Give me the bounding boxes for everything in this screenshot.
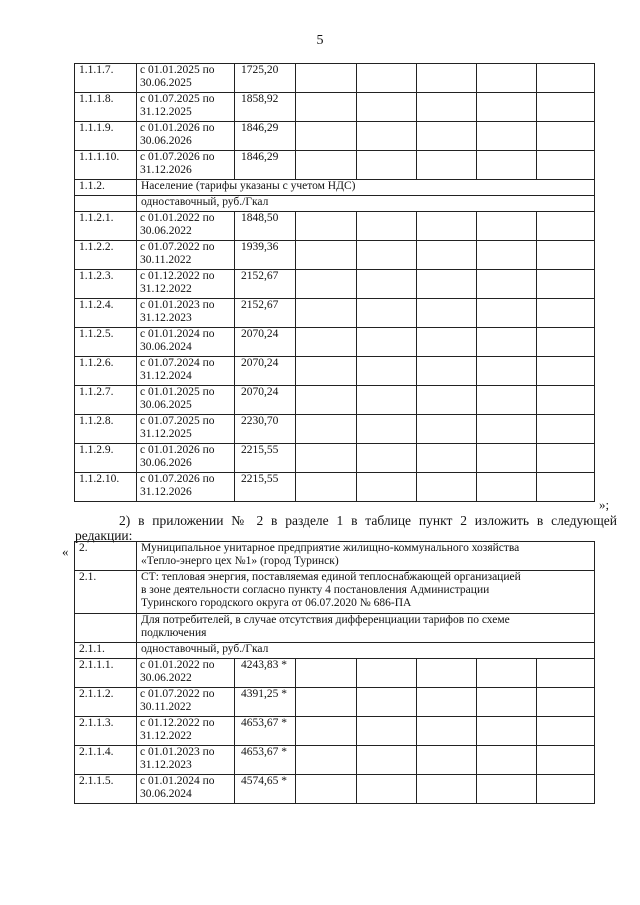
period-end: 31.12.2024 [140,370,192,382]
paragraph-line-1: 2) в приложении № 2 в разделе 1 в таблице пункт 2 изложить в следующей [119,513,617,528]
section-row [75,180,595,196]
empty-cell [357,212,417,241]
empty-cell [477,717,537,746]
row-code: 1.1.1.7. [75,64,137,93]
section-line: одноставочный, руб./Гкал [141,643,269,655]
tariff-value: 2070,24 [235,386,296,415]
tariff-value: 2070,24 [235,357,296,386]
empty-cell [417,659,477,688]
empty-cell [417,775,477,804]
section-title [137,196,595,212]
empty-cell [357,122,417,151]
period-cell [137,386,235,415]
period-start: с 01.01.2024 по [140,328,215,340]
empty-cell [537,328,595,357]
empty-cell [296,775,357,804]
period-cell [137,357,235,386]
period-cell [137,746,235,775]
empty-cell [537,415,595,444]
empty-cell [357,688,417,717]
row-code: 2.1.1.2. [75,688,137,717]
empty-cell [477,775,537,804]
tariff-value: 1848,50 [235,212,296,241]
empty-cell [357,386,417,415]
empty-cell [537,93,595,122]
row-code: 2.1. [75,571,137,614]
empty-cell [296,444,357,473]
row-code: 2. [75,542,137,571]
table-row [75,473,595,502]
period-start: с 01.01.2023 по [140,746,215,758]
period-start: с 01.07.2025 по [140,93,215,105]
table-row [75,328,595,357]
empty-cell [296,717,357,746]
closing-quote: »; [599,497,610,512]
empty-cell [296,659,357,688]
empty-cell [417,64,477,93]
table-row [75,357,595,386]
table-row [75,717,595,746]
row-code: 1.1.2.4. [75,299,137,328]
empty-cell [477,746,537,775]
period-end: 31.12.2025 [140,428,192,440]
tariff-table-2 [74,541,595,804]
empty-cell [477,357,537,386]
section-row [75,542,595,571]
section-title [137,614,595,643]
tariff-value: 2152,67 [235,299,296,328]
empty-cell [477,122,537,151]
section-line: СТ: тепловая энергия, поставляемая единой теплоснабжающей организацией [141,571,521,583]
row-code: 2.1.1. [75,643,137,659]
period-end: 30.06.2022 [140,225,192,237]
empty-cell [537,122,595,151]
period-end: 30.06.2026 [140,457,192,469]
empty-cell [417,444,477,473]
tariff-value: 4243,83 * [235,659,296,688]
period-cell [137,122,235,151]
empty-cell [477,212,537,241]
table-row [75,444,595,473]
empty-cell [357,746,417,775]
period-end: 30.06.2025 [140,399,192,411]
empty-cell [477,444,537,473]
period-end: 30.06.2025 [140,77,192,89]
empty-cell [296,270,357,299]
row-code: 1.1.2.8. [75,415,137,444]
empty-cell [296,357,357,386]
period-cell [137,241,235,270]
tariff-value: 1725,20 [235,64,296,93]
empty-cell [537,717,595,746]
period-end: 31.12.2026 [140,164,192,176]
table-row [75,688,595,717]
table-row [75,241,595,270]
period-end: 31.12.2026 [140,486,192,498]
empty-cell [477,688,537,717]
period-cell [137,299,235,328]
empty-cell [417,241,477,270]
empty-cell [537,746,595,775]
empty-cell [477,93,537,122]
period-start: с 01.01.2025 по [140,386,215,398]
empty-cell [477,415,537,444]
table-row [75,659,595,688]
empty-cell [417,386,477,415]
empty-cell [357,473,417,502]
section-line: Муниципальное унитарное предприятие жилищно-коммунального хозяйства [141,542,520,554]
period-cell [137,328,235,357]
tariff-value: 4653,67 * [235,717,296,746]
period-cell [137,775,235,804]
empty-cell [417,122,477,151]
empty-cell [296,299,357,328]
empty-cell [296,212,357,241]
empty-cell [296,151,357,180]
empty-cell [296,746,357,775]
tariff-value: 2152,67 [235,270,296,299]
period-end: 30.06.2024 [140,788,192,800]
empty-cell [296,386,357,415]
section-line: Население (тарифы указаны с учетом НДС) [141,180,356,192]
empty-cell [537,151,595,180]
tariff-value: 2070,24 [235,328,296,357]
empty-cell [417,746,477,775]
tariff-value: 1939,36 [235,241,296,270]
period-start: с 01.12.2022 по [140,717,215,729]
empty-cell [417,357,477,386]
empty-cell [477,473,537,502]
empty-cell [417,717,477,746]
row-code: 1.1.2.7. [75,386,137,415]
period-cell [137,473,235,502]
period-start: с 01.01.2026 по [140,444,215,456]
row-code: 1.1.2.2. [75,241,137,270]
empty-cell [296,241,357,270]
empty-cell [357,151,417,180]
empty-cell [357,64,417,93]
empty-cell [537,357,595,386]
period-end: 30.06.2022 [140,672,192,684]
section-title [137,542,595,571]
row-code: 1.1.2.3. [75,270,137,299]
empty-cell [357,93,417,122]
empty-cell [357,717,417,746]
tariff-value: 2215,55 [235,473,296,502]
period-start: с 01.07.2025 по [140,415,215,427]
empty-cell [537,299,595,328]
empty-cell [417,299,477,328]
period-start: с 01.07.2022 по [140,241,215,253]
row-code: 1.1.2.1. [75,212,137,241]
section-line: одноставочный, руб./Гкал [141,196,269,208]
period-end: 31.12.2022 [140,283,192,295]
period-start: с 01.12.2022 по [140,270,215,282]
row-code: 1.1.1.8. [75,93,137,122]
period-cell [137,93,235,122]
empty-cell [417,151,477,180]
tariff-value: 2215,55 [235,444,296,473]
empty-cell [357,444,417,473]
empty-cell [537,212,595,241]
period-end: 31.12.2023 [140,759,192,771]
empty-cell [417,270,477,299]
empty-cell [537,64,595,93]
period-cell [137,717,235,746]
empty-cell [417,212,477,241]
row-code: 2.1.1.5. [75,775,137,804]
table-row [75,93,595,122]
section-row [75,196,595,212]
section-line: Для потребителей, в случае отсутствия дифференциации тарифов по схеме [141,614,510,626]
period-start: с 01.01.2022 по [140,659,215,671]
table-row [75,775,595,804]
empty-cell [296,415,357,444]
period-cell [137,64,235,93]
empty-cell [537,659,595,688]
empty-cell [296,122,357,151]
table-row [75,151,595,180]
empty-cell [417,93,477,122]
empty-cell [357,328,417,357]
table-row [75,212,595,241]
period-start: с 01.01.2026 по [140,122,215,134]
empty-cell [296,688,357,717]
tariff-value: 1858,92 [235,93,296,122]
empty-cell [537,473,595,502]
tariff-value: 4391,25 * [235,688,296,717]
period-start: с 01.07.2026 по [140,151,215,163]
period-start: с 01.07.2026 по [140,473,215,485]
empty-cell [417,688,477,717]
period-end: 30.06.2026 [140,135,192,147]
section-row [75,643,595,659]
empty-cell [537,444,595,473]
empty-cell [296,473,357,502]
tariff-table-1 [74,63,595,502]
period-cell [137,659,235,688]
empty-cell [417,473,477,502]
amendment-paragraph [75,513,617,543]
period-start: с 01.01.2022 по [140,212,215,224]
table-row [75,415,595,444]
period-cell [137,688,235,717]
empty-cell [296,93,357,122]
period-cell [137,270,235,299]
section-title [137,180,595,196]
empty-cell [477,151,537,180]
row-code [75,614,137,643]
table-row [75,299,595,328]
period-start: с 01.07.2024 по [140,357,215,369]
section-row [75,614,595,643]
empty-cell [296,64,357,93]
period-cell [137,151,235,180]
tariff-value: 2230,70 [235,415,296,444]
period-end: 30.11.2022 [140,701,192,713]
empty-cell [417,328,477,357]
row-code: 2.1.1.1. [75,659,137,688]
empty-cell [477,270,537,299]
section-row [75,571,595,614]
tariff-value: 1846,29 [235,151,296,180]
empty-cell [477,241,537,270]
empty-cell [477,386,537,415]
row-code: 2.1.1.4. [75,746,137,775]
tariff-value: 4653,67 * [235,746,296,775]
period-start: с 01.01.2024 по [140,775,215,787]
period-start: с 01.07.2022 по [140,688,215,700]
row-code: 1.1.2. [75,180,137,196]
period-end: 31.12.2025 [140,106,192,118]
opening-quote: « [62,544,69,559]
empty-cell [477,64,537,93]
empty-cell [537,270,595,299]
empty-cell [477,659,537,688]
table-row [75,64,595,93]
row-code: 1.1.2.9. [75,444,137,473]
empty-cell [357,357,417,386]
empty-cell [357,775,417,804]
empty-cell [357,299,417,328]
section-title [137,643,595,659]
empty-cell [537,386,595,415]
page-number: 5 [316,33,324,48]
section-line: Туринского городского округа от 06.07.2020 № 686-ПА [141,597,412,609]
empty-cell [357,659,417,688]
row-code: 1.1.1.9. [75,122,137,151]
row-code [75,196,137,212]
section-title [137,571,595,614]
table-row [75,270,595,299]
table-row [75,386,595,415]
empty-cell [417,415,477,444]
table-row [75,746,595,775]
tariff-value: 4574,65 * [235,775,296,804]
section-line: в зоне деятельности согласно пункту 4 постановления Администрации [141,584,490,596]
empty-cell [357,415,417,444]
paragraph-line-2: редакции: [75,528,133,543]
tariff-value: 1846,29 [235,122,296,151]
empty-cell [477,299,537,328]
period-start: с 01.01.2025 по [140,64,215,76]
period-cell [137,444,235,473]
empty-cell [477,328,537,357]
empty-cell [296,328,357,357]
empty-cell [357,241,417,270]
section-line: «Тепло-энерго цех №1» (город Туринск) [141,555,339,567]
period-end: 30.11.2022 [140,254,192,266]
section-line: подключения [141,627,207,639]
empty-cell [357,270,417,299]
period-end: 31.12.2022 [140,730,192,742]
period-cell [137,415,235,444]
empty-cell [537,241,595,270]
row-code: 1.1.2.10. [75,473,137,502]
row-code: 1.1.2.5. [75,328,137,357]
table-row [75,122,595,151]
period-end: 30.06.2024 [140,341,192,353]
row-code: 1.1.1.10. [75,151,137,180]
empty-cell [537,688,595,717]
period-start: с 01.01.2023 по [140,299,215,311]
row-code: 2.1.1.3. [75,717,137,746]
period-cell [137,212,235,241]
period-end: 31.12.2023 [140,312,192,324]
row-code: 1.1.2.6. [75,357,137,386]
empty-cell [537,775,595,804]
